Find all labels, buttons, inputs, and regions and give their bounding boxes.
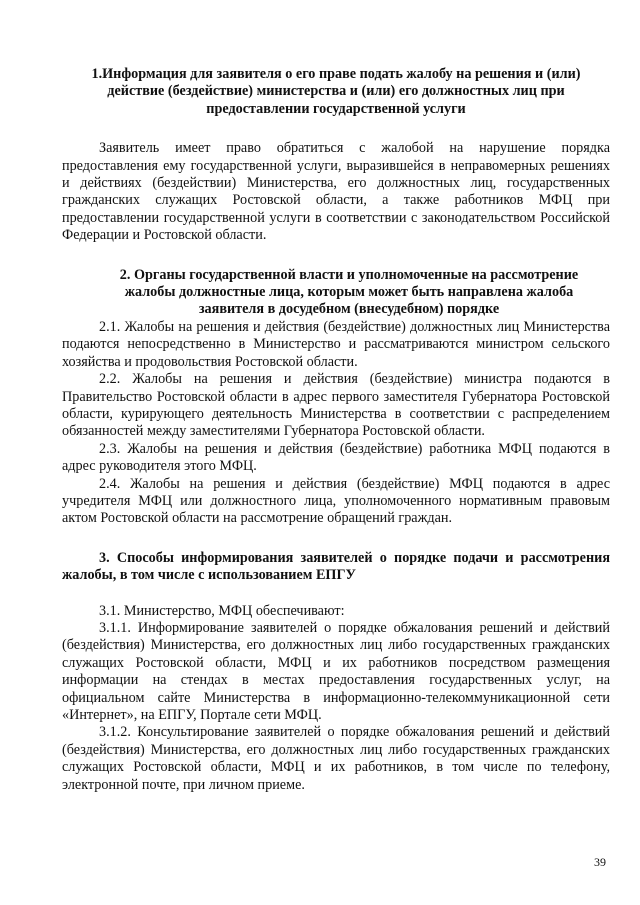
section-1-heading: 1.Информация для заявителя о его праве подать жалобу на решения и (или) действие (бездействие) министерства и (или) его должностных лиц при предоставлении государственной услуги xyxy=(91,66,581,117)
section-2-paragraph-1: 2.1. Жалобы на решения и действия (бездействие) должностных лиц Министерства подаются непосредственно в Министерство и рассматриваются министром сельского хозяйства и продовольствия Ростовской области. xyxy=(62,318,610,370)
section-3-heading: 3. Способы информирования заявителей о порядке подачи и рассмотрения жалобы, в том числе с использованием ЕПГУ xyxy=(62,549,610,584)
section-3-paragraph-2: 3.1.1. Информирование заявителей о порядке обжалования решений и действий (бездействия) Министерства, его должностных лиц либо государственных гражданских служащих Ростовской области, МФЦ и их работников посредством размещения информации на стендах в местах предоставления государственных услуг, на официальном сайте Министерства в информационно-телекоммуникационной сети «Интернет», на ЕПГУ, Портале сети МФЦ. xyxy=(62,619,610,723)
section-2-paragraph-4: 2.4. Жалобы на решения и действия (бездействие) МФЦ подаются в адрес учредителя МФЦ или должностного лица, уполномоченного нормативным правовым актом Ростовской области на рассмотрение обращений граждан. xyxy=(62,475,610,527)
section-2-paragraph-3: 2.3. Жалобы на решения и действия (бездействие) работника МФЦ подаются в адрес руководителя этого МФЦ. xyxy=(62,440,610,475)
document-page xyxy=(62,66,610,794)
section-2-paragraph-2: 2.2. Жалобы на решения и действия (бездействие) министра подаются в Правительство Ростовской области в адрес первого заместителя Губернатора Ростовской области, курирующего деятельность Министерства в соответствии с распределением обязанностей между заместителями Губернатора Ростовской области. xyxy=(62,371,610,440)
section-3-paragraph-1: 3.1. Министерство, МФЦ обеспечивают: xyxy=(99,602,345,619)
section-2-heading: 2. Органы государственной власти и уполномоченные на рассмотрение жалобы должностные лица, которым может быть направлена жалоба заявителя в досудебном (внесудебном) порядке xyxy=(119,266,579,318)
page-number: 39 xyxy=(594,855,606,869)
section-3-paragraph-3: 3.1.2. Консультирование заявителей о порядке обжалования решений и действий (бездействия) Министерства, его должностных лиц либо государственных гражданских служащих Ростовской области, МФЦ и их работников, в том числе по телефону, электронной почте, при личном приеме. xyxy=(62,724,610,793)
section-1-paragraph: Заявитель имеет право обратиться с жалобой на нарушение порядка предоставления ему государственной услуги, выразившейся в неправомерных решениях и действиях (бездействии) Министерства, его должностных лиц, государственных гражданских служащих Ростовской области, а также работников МФЦ при предоставлении государственной услуги в соответствии с законодательством Российской Федерации и Ростовской области. xyxy=(62,140,610,244)
